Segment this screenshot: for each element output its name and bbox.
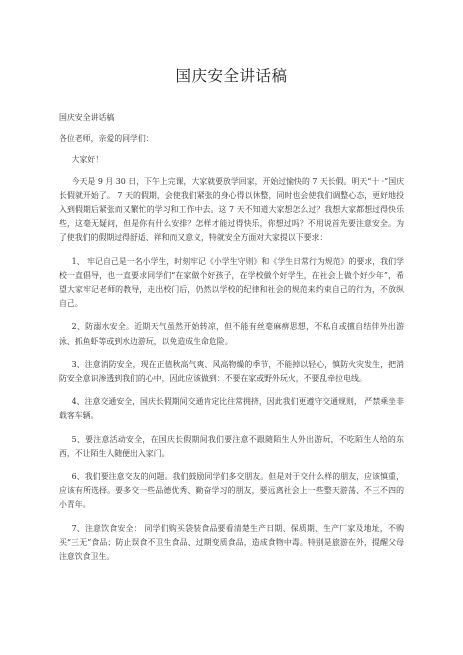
salutation: 各位老师，亲爱的同学们： <box>59 134 154 144</box>
item-paragraph-4: 4、注意交通安全，国庆长假期间交通肯定比往常拥挤，因此我们更遵守交通规则， 严禁乘坐非载客车辆。 <box>59 397 404 421</box>
item-paragraph-1: 1、 牢记自己是一名小学生，时刻牢记《小学生守则》和《学生日常行为规范》的要求，我们学校一直倡导，也一直要求同学们“在家做个好孩子，在学校做个好学生，在社会上做个好少年”，希望大家牢记老师的教导，走出校门后，仍然以学校的纪律和社会的规范来约束自己的行为，不放纵自己。 <box>59 256 404 309</box>
greeting: 大家好！ <box>71 155 104 165</box>
page-title: 国庆安全讲话稿 <box>175 67 288 85</box>
item-paragraph-2: 2、防溺水安全。近期天气虽然开始转凉，但不能有丝毫麻痹思想，不私自或擅自结伴外出游泳、抓鱼虾等或到水边游玩，以免造成生命危险。 <box>59 322 404 346</box>
intro-paragraph: 今天是 9 月 30 日，下午上完课，大家就要放学回家，开始过愉快的 7 天长假。明天“十 ·”国庆长假就开始了。 7 天的假期，会使我们紧张的身心得以休整，同时也会使我们调整心态，更好地投入到假期后紧张而又繁忙的学习和工作中去。这 7 天不知道大家想怎么过？我想大家都想过得快乐些，这毫无疑问，但是你有什么安排？怎样才能过得快乐，你想过吗？不用说首先要注意安全。为了使我们的假期过得舒适、祥和而又意义，特就安全方面对大家提以下要求： <box>59 176 404 243</box>
item-paragraph-7: 7、注意饮食安全： 同学们购买袋装食品要看清楚生产日期、保质期、生产厂家及地址，不购买“三无”食品；防止误食不卫生食品、过期变质食品，造成食物中毒。特别是旅游在外，提醒父母注意饮食卫生。 <box>59 523 404 562</box>
item-paragraph-3: 3、注意消防安全，现在正值秋高气爽、风高物燥的季节，不能掉以轻心，慎防火灾发生，把消防安全意识渗透到我们的心中，因此应该做到：不要在家或野外玩火，不要乱牵拉电线。 <box>59 359 404 384</box>
item-paragraph-6: 6、我们要注意交友的问题。我们鼓励同学们多交朋友。但是对于交什么样的朋友，应该慎重，应该有所选择。要多交一些品德优秀、勤奋学习的朋友，要远离社会上一些整天游荡、不三不四的小青年。 <box>59 472 404 510</box>
item-paragraph-5: 5、要注意活动安全，在国庆长假期间我们要注意不跟随陌生人外出游玩，不吃陌生人给的东西，不让陌生人随便出入家门。 <box>59 434 404 458</box>
doc-subtitle: 国庆安全讲话稿 <box>59 113 115 122</box>
